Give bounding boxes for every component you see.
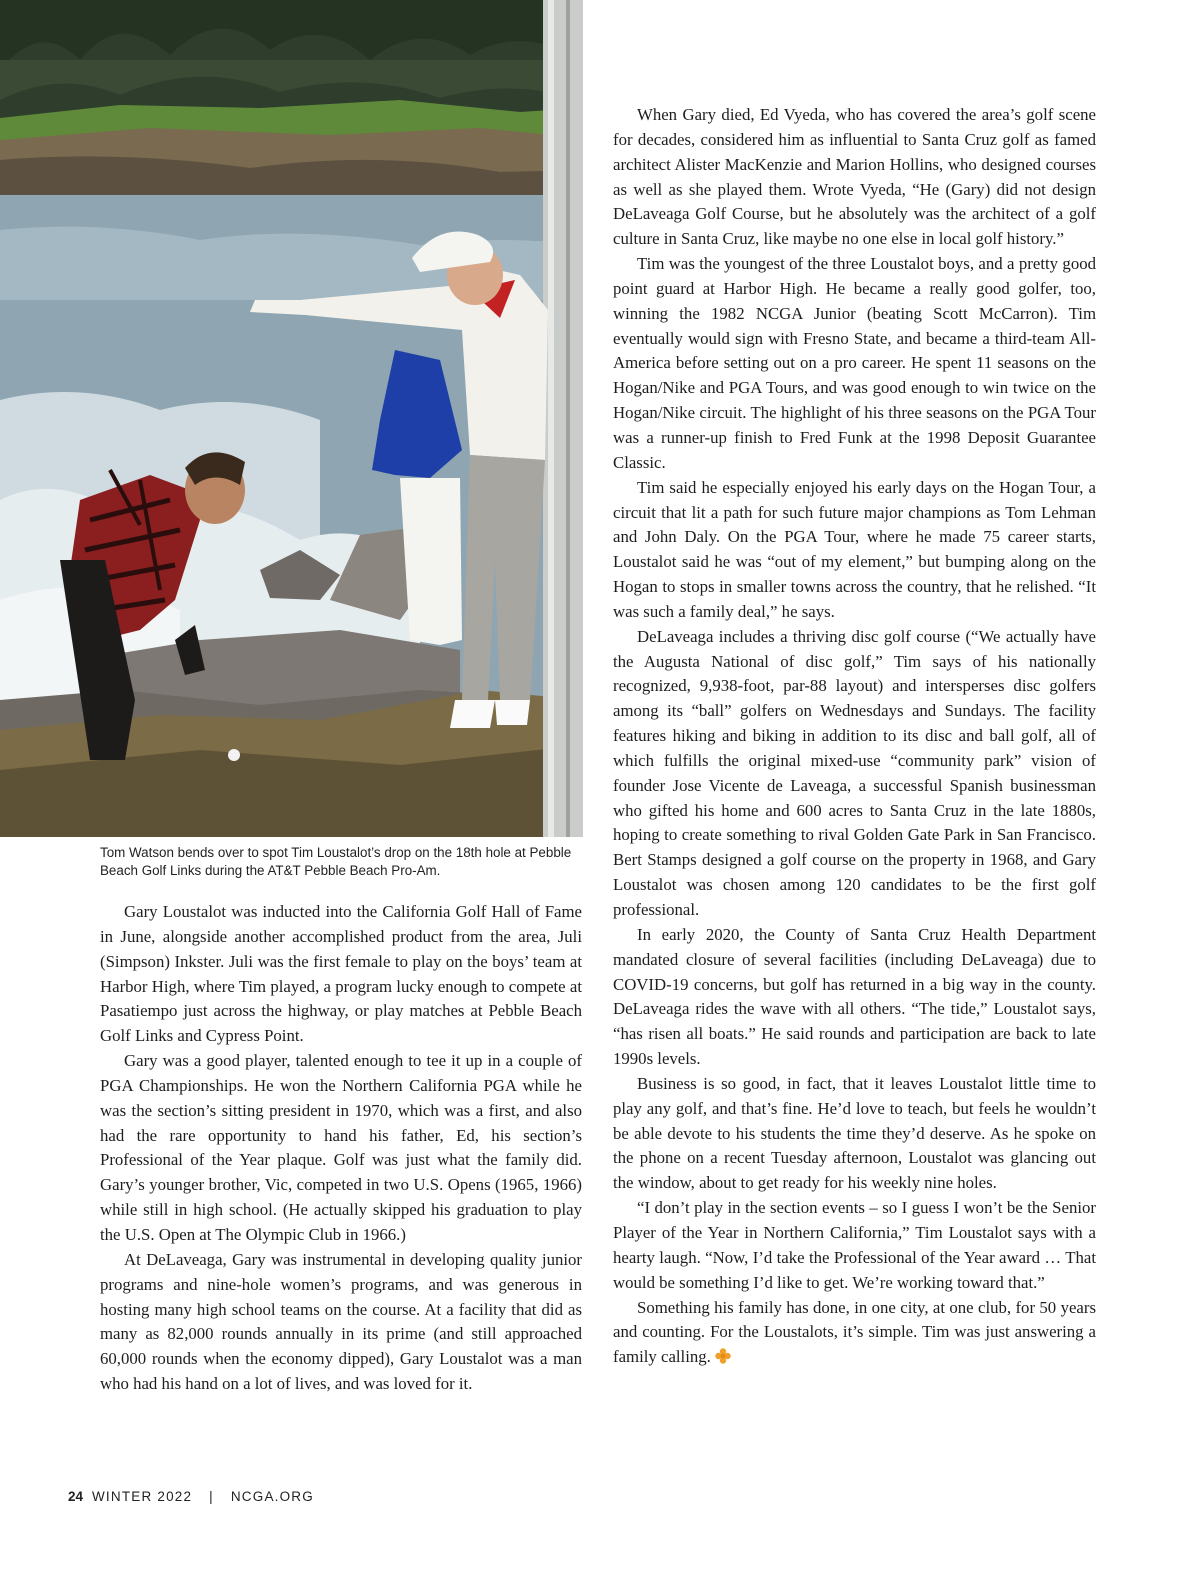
folio-separator: | (209, 1489, 214, 1504)
article-photo (0, 0, 583, 837)
paragraph: “I don’t play in the section events – so I guess I won’t be the Senior Player of the Year in Northern California,” Tim Loustalot says with a hearty laugh. “Now, I’d take the Professional of the Year award … That would be something I’d like to get. We’re working toward that.” (613, 1198, 1096, 1292)
paragraph: Tim was the youngest of the three Loustalot boys, and a pretty good point guard at Harbor High. He became a really good golfer, too, winning the 1982 NCGA Junior (beating Scott McCarron). Tim eventually would sign with Fresno State, and became a third-team All-America before setting out on a pro career. He spent 11 seasons on the Hogan/Nike and PGA Tours, and was good enough to win twice on the Hogan/Nike circuit. The highlight of his three seasons on the PGA Tour was a runner-up finish to Fred Funk at the 1998 Deposit Guarantee Classic. (613, 254, 1096, 472)
paragraph: Business is so good, in fact, that it leaves Loustalot little time to play any golf, and that’s fine. He’d love to teach, but feels he wouldn’t be able devote to his students the time they’d deserve. As he spoke on the phone on a recent Tuesday afternoon, Loustalot was glancing out the window, about to get ready for his weekly nine holes. (613, 1073, 1096, 1193)
paragraph: Gary Loustalot was inducted into the California Golf Hall of Fame in June, alongside another accomplished product from the area, Juli (Simpson) Inkster. Juli was the first female to play on the boys’ team at Harbor High, where Tim played, a program lucky enough to compete at Pasatiempo just across the highway, or play matches at Pebble Beach Golf Links and Cypress Point. (100, 902, 582, 1046)
paragraph: When Gary died, Ed Vyeda, who has covered the area’s golf scene for decades, considered him as influential to Santa Cruz golf as famed architect Alister MacKenzie and Marion Hollins, who designed courses as well as she played them. Wrote Vyeda, “He (Gary) did not design DeLaveaga Golf Course, but he absolutely was the architect of a golf culture in Santa Cruz, like maybe no one else in local golf history.” (613, 105, 1096, 249)
photo-illustration (0, 0, 583, 837)
end-mark-shape (715, 1348, 730, 1363)
page-folio (68, 1489, 314, 1504)
site-label: NCGA.ORG (230, 1489, 314, 1504)
photo-caption: Tom Watson bends over to spot Tim Loustalot’s drop on the 18th hole at Pebble Beach Golf Links during the AT&T Pebble Beach Pro-Am. (100, 845, 572, 878)
page-number: 24 (68, 1489, 84, 1504)
article-column-right (613, 103, 1096, 1370)
paragraph: In early 2020, the County of Santa Cruz Health Department mandated closure of several facilities (including DeLaveaga) due to COVID-19 concerns, but golf has returned in a big way in the county. DeLaveaga rides the wave with all others. “The tide,” Loustalot says, “has risen all boats.” He said rounds and participation are back to late 1990s levels. (613, 924, 1096, 1069)
paragraph-final (613, 1296, 1096, 1371)
article-column-left (100, 900, 582, 1397)
paragraph: Gary was a good player, talented enough to tee it up in a couple of PGA Championships. He won the Northern California PGA while he was the section’s sitting president in 1970, which was a first, and also had the rare opportunity to hand his father, Ed, his section’s Professional of the Year plaque. Golf was just what the family did. Gary’s younger brother, Vic, competed in two U.S. Opens (1965, 1966) while still in high school. (He actually skipped his graduation to play the U.S. Open at The Olympic Club in 1966.) (100, 1051, 582, 1244)
issue-label: WINTER 2022 (91, 1489, 193, 1504)
paragraph: Tim said he especially enjoyed his early days on the Hogan Tour, a circuit that lit a path for such future major champions as Tom Lehman and John Daly. On the PGA Tour, where he made 75 career starts, Loustalot said he was “out of my element,” but bumping along on the Hogan to stops in smaller towns across the country, that he relished. “It was such a family deal,” he says. (613, 477, 1096, 621)
paragraph-final-text: Something his family has done, in one city, at one club, for 50 years and counting. For the Loustalots, it’s simple. Tim was just answering a family calling. (613, 1297, 1096, 1367)
paragraph: At DeLaveaga, Gary was instrumental in developing quality junior programs and nine-hole women’s programs, and was generous in hosting many high school teams on the course. At a facility that did as many as 82,000 rounds annually in its prime (and still approached 60,000 rounds when the economy dipped), Gary Loustalot was a man who had his hand on a lot of lives, and was loved for it. (100, 1249, 582, 1394)
paragraph: DeLaveaga includes a thriving disc golf course (“We actually have the Augusta National of disc golf,” Tim says of his nationally recognized, 9,938-foot, par-88 layout) and intersperses disc golfers among its “ball” golfers on Wednesdays and Sundays. The facility features hiking and biking in addition to its disc and ball golf, all of which fulfills the original mixed-use “community park” vision of founder Jose Vicente de Laveaga, a successful Spanish businessman who gifted his home and 600 acres to Santa Cruz in the late 1880s, hoping to create something to rival Golden Gate Park in San Francisco. Bert Stamps designed a golf course on the property in 1968, and Gary Loustalot was chosen among 120 candidates to be the first golf professional. (613, 626, 1096, 919)
end-mark-icon (715, 1348, 731, 1364)
